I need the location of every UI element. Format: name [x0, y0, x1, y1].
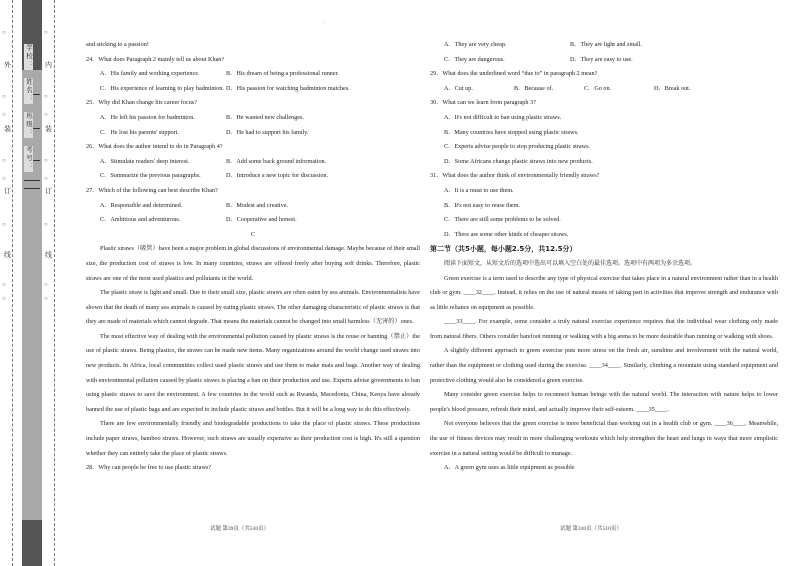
- question-stem: 30．What can we learn from paragraph 3?: [430, 99, 536, 107]
- answer-option: B．Because of.: [514, 84, 554, 92]
- answer-option: C．Go on.: [584, 84, 612, 92]
- inner-label: 装: [45, 125, 52, 133]
- option-row: [86, 199, 420, 214]
- option-row: [86, 67, 420, 82]
- field-line: [24, 188, 40, 189]
- passage-paragraph: ____33____. For example, some consider a truly natural exercise experience requires that the individual wear clothing only made from natural fibers. Others consider barefoot running or walking with a big arena to be more desirable than running or walking with shoes.: [430, 318, 778, 340]
- question-stem: 25．Why did Khan change his career focus?: [86, 99, 197, 107]
- passage-paragraph: Many consider green exercise helps to reconnect human beings with the natural world. The interaction with nature helps to lower people's blood pressure, refresh their mind, and actually improve their self-esteem. ____35____.: [430, 391, 778, 413]
- answer-option: B．Add some back ground information.: [226, 157, 327, 165]
- answer-option: A．Cut up.: [444, 84, 473, 92]
- option-row: [86, 82, 420, 97]
- punch-circle: ○: [44, 158, 48, 164]
- right-page-footer: 试题 第310页（共510页）: [560, 526, 622, 532]
- class-field: 班级：: [25, 112, 32, 138]
- punch-circle: ○: [44, 94, 48, 100]
- passage-paragraph: Plastic straws（吸管）have been a major problem in global discussions of environmental damage. Maybe because of their small size, the production cost of straws is low. In many countries, straws are offered freely after buying soft drinks. Therefore, plastic straws are one of the most used plastics and pollutants in the world.: [86, 245, 420, 282]
- exam-number-field: 考号：: [25, 146, 32, 172]
- answer-option: C．His experience of learning to play badminton.: [100, 84, 224, 92]
- question-stem: 31．What does the author think of environmentally friendly straws?: [430, 172, 600, 180]
- answer-option: A．His family and working experience.: [100, 70, 200, 78]
- right-column: [430, 38, 778, 476]
- text-line: and sticking to a passion!: [86, 41, 149, 48]
- binding-strip-bottom: [22, 520, 42, 566]
- answer-option: A．It is a must to use them.: [444, 186, 514, 194]
- answer-option: C．They are dangerous.: [444, 55, 505, 63]
- answer-option: D．Introduce a new topic for discussion.: [226, 172, 329, 180]
- section-letter: C: [250, 230, 256, 238]
- section-heading: 第二节（共5小题，每小题2.5分，共12.5分）: [430, 245, 577, 254]
- inner-cut-line: [54, 0, 55, 566]
- punch-circle: ○: [44, 282, 48, 288]
- punch-circle: ○: [2, 282, 6, 288]
- top-dot: ·: [323, 20, 325, 26]
- outer-label: 外: [4, 61, 11, 69]
- answer-option: A．He left his passion for badminton.: [100, 113, 195, 121]
- punch-circle: ○: [44, 112, 48, 118]
- answer-option: B．It's not easy to reuse them.: [444, 201, 521, 209]
- answer-option: B．Many countries have stopped using plastic straws.: [444, 128, 579, 136]
- answer-option: C．There are still some problems to be solved.: [444, 216, 561, 224]
- passage-paragraph: Not everyone believes that the green exercise is more beneficial than working out in a health club or gym. ____36____. Meanwhile, the use of fitness devices may result in more challenging workouts which help strengthen the heart and lungs in ways that more simplistic exercise in a natural setting would be difficult to manage.: [430, 420, 778, 457]
- answer-option: B．Modest and creative.: [226, 201, 289, 209]
- answer-option: D．He had to support his family.: [226, 128, 309, 136]
- question-stem: 27．Which of the following can best describe Khan?: [86, 186, 218, 194]
- passage-paragraph: Green exercise is a term used to describe any type of physical exercise that takes place in a natural environment rather than in a health club or gym. ____32____. Instead, it relies on the use of natural means of taking part in activities that improve strength and endurance with as little reliance on equipment as possible.: [430, 274, 778, 311]
- punch-circle: ○: [2, 222, 6, 228]
- passage-paragraph: The plastic straw is light and small. Due to their small size, plastic straws are often eaten by sea animals. Environmentalists have shown that the death of many sea animals is caused by eating plastic straws. The other damaging characteristic of plastic straws is that they are made of materials which cannot degrade. That means the materials cannot be changed into small harmless（无害的）ones.: [86, 289, 420, 326]
- answer-option: C．Summarize the previous paragraphs.: [100, 172, 201, 180]
- answer-option: C．He lost his parents' support.: [100, 128, 179, 136]
- option-row: [86, 155, 420, 170]
- answer-option: B．His dream of being a professional runner.: [226, 70, 339, 78]
- punch-circle: ○: [2, 94, 6, 100]
- option-row: [430, 82, 778, 97]
- answer-option: C．Ambitious and adventurous.: [100, 216, 181, 224]
- passage-paragraph: There are few environmentally friendly and biodegradable productions to take the place of plastic straws. These productions include paper straws, bamboo straws. However, such straws are usually expensive as their production cost is high. It's still a question whether they can entirely take the place of plastic straws.: [86, 420, 420, 457]
- option-row: [86, 111, 420, 126]
- punch-circle: ○: [44, 176, 48, 182]
- answer-option: D．Some Africans change plastic straws into new products.: [444, 157, 593, 165]
- left-page-footer: 试题 第39页（共510页）: [210, 526, 270, 532]
- punch-circle: ○: [2, 30, 6, 36]
- binding-margin: [0, 0, 68, 566]
- answer-option: D．Break out.: [654, 84, 691, 92]
- punch-circle: ○: [2, 296, 6, 302]
- answer-option: D．They are easy to use.: [570, 55, 633, 63]
- school-field: 学校：: [25, 44, 32, 70]
- outer-label: 线: [4, 251, 11, 259]
- question-stem: 24．What does Paragraph 2 mainly tell us about Khan?: [86, 55, 225, 63]
- option-row: [86, 169, 420, 184]
- answer-option: A．Responsible and determined.: [100, 201, 183, 209]
- outer-label: 装: [4, 125, 11, 133]
- punch-circle: ○: [44, 296, 48, 302]
- punch-circle: ○: [2, 112, 6, 118]
- passage-paragraph: A slightly different approach to green exercise puts more stress on the fresh air, sunshine and involvement with the natural world, rather than the equipment or clothing used during the exercise. ____34____. Similarly, climbing a mountain using standard equipment and protective clothing would also be considered a green exercise.: [430, 347, 778, 384]
- outer-cut-line: [12, 0, 13, 566]
- outer-label: 订: [4, 187, 11, 195]
- answer-option: A．They are very cheap.: [444, 41, 507, 48]
- left-column: [86, 38, 420, 476]
- punch-circle: ○: [44, 30, 48, 36]
- answer-option: D．Cooperative and honest.: [226, 216, 297, 224]
- answer-option: B．He wanted new challenges.: [226, 113, 305, 121]
- instruction: 阅读下面短文，从短文后的选项中选出可以填入空白处的最佳选项。选项中有两项为多余选项。: [444, 259, 697, 267]
- answer-option: D．There are some other kinds of cheaper straws.: [444, 230, 569, 238]
- answer-option: D．His passion for watching badminton matches.: [226, 84, 350, 92]
- option-row: [86, 213, 420, 228]
- passage-paragraph: The most effective way of dealing with the environmental pollution caused by plastic straws is the reuse or banning（禁止）the use of plastic straws. Being plastics, the straws can be made new items. Many organizations around the world change used straws into new products. In Africa, local communities collect used plastic straws and use them to make mats and bags. Another way of dealing with environmental pollution caused by plastic straws is placing a ban on their production and use. Experts advise governments to ban using plastic straws to save the environment. A few countries in the world such as Rwanda, Macedonia, China, Kenya have already banned the use of plastic bags and are expected to include plastic straws and bottles. But it will be a long way to do this effectively.: [86, 332, 420, 413]
- answer-option: C．Experts advise people to stop producing plastic straws.: [444, 143, 591, 151]
- passage-c: [86, 242, 420, 461]
- answer-option: A．It's not difficult to ban using plastic straws.: [444, 113, 562, 121]
- inner-label: 订: [45, 187, 52, 195]
- name-field: 姓名：: [25, 78, 32, 104]
- inner-label: 内: [45, 61, 52, 69]
- punch-circle: ○: [2, 176, 6, 182]
- punch-circle: ○: [44, 222, 48, 228]
- answer-option: A．A green gym uses as little equipment as possible: [444, 464, 575, 472]
- option-row: [86, 126, 420, 141]
- question-stem: 28．Why can people be free to use plastic straws?: [86, 464, 212, 472]
- question-stem: 29．What does the underlined word “due to” in paragraph 2 mean?: [430, 70, 598, 78]
- option-row: [430, 53, 778, 68]
- inner-label: 线: [45, 251, 52, 259]
- answer-option: B．They are light and small.: [570, 41, 642, 48]
- question-stem: 26．What does the author intend to do in Paragraph 4?: [86, 143, 223, 151]
- answer-option: A．Stimulate readers' deep interest.: [100, 157, 190, 165]
- punch-circle: ○: [2, 158, 6, 164]
- field-line: [24, 180, 40, 181]
- cloze-passage: [430, 272, 778, 462]
- option-row: [430, 38, 778, 53]
